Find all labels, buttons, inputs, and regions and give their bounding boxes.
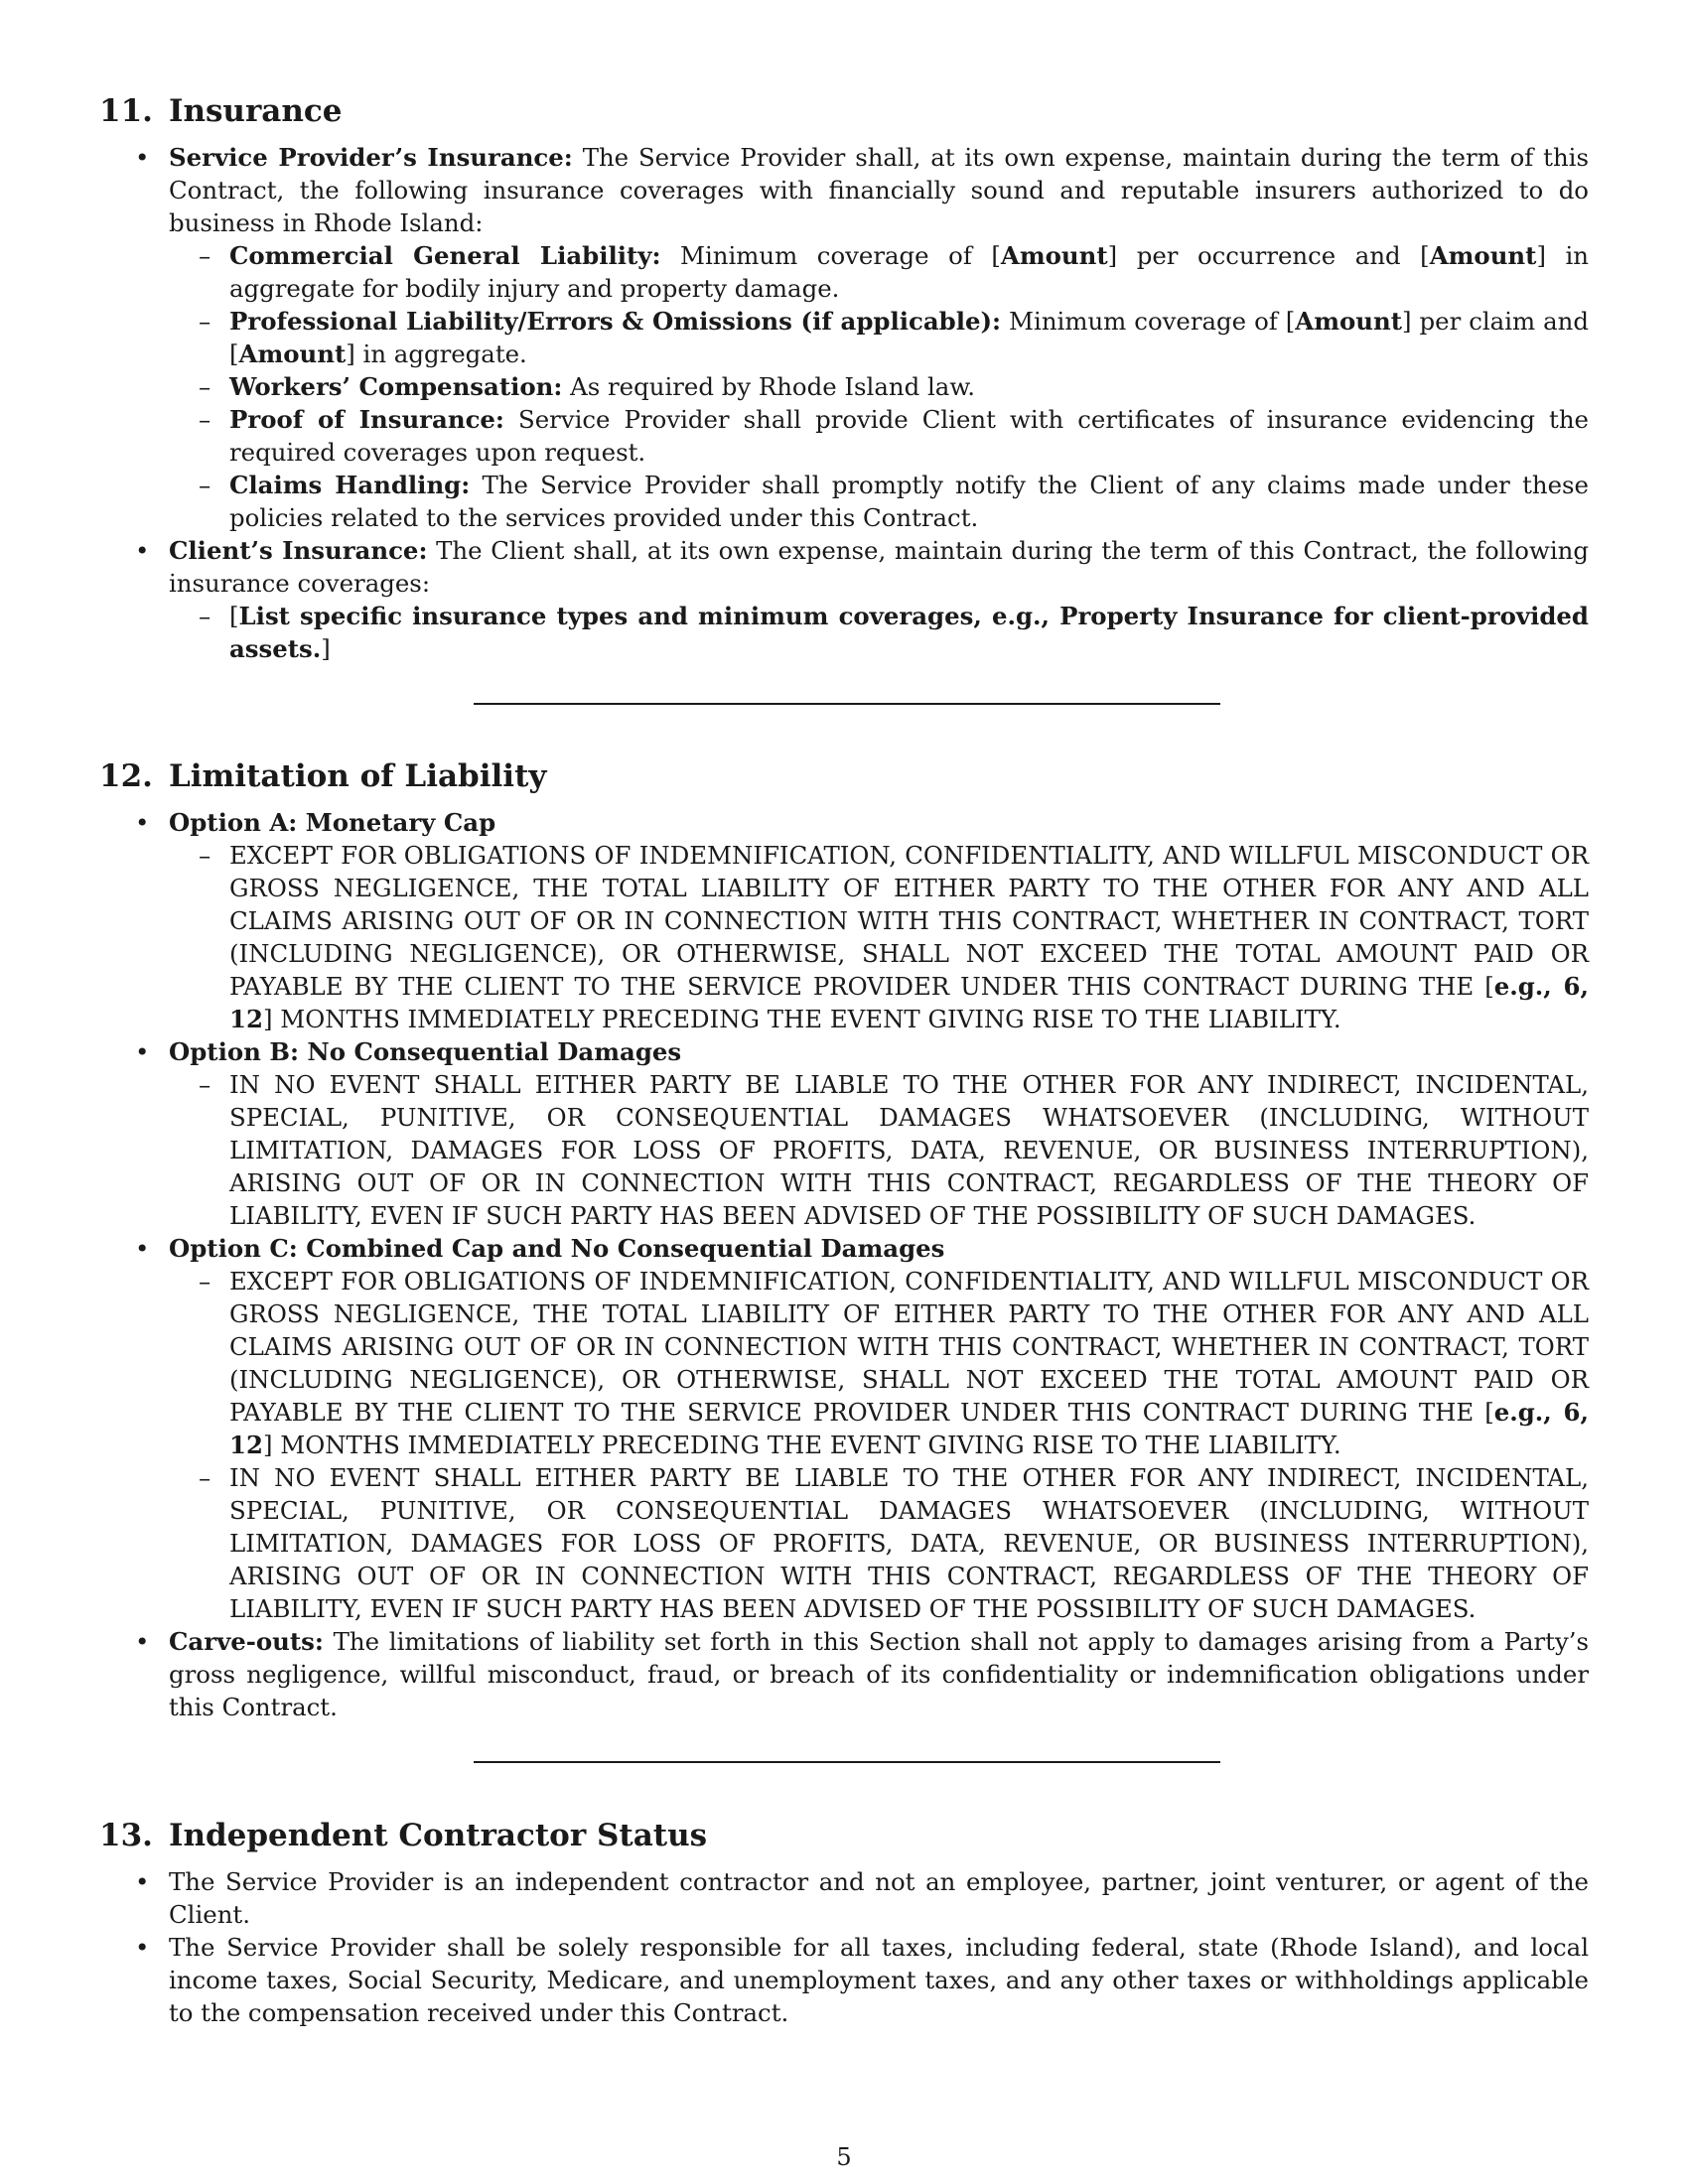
dash-icon: – xyxy=(199,841,211,870)
dash-icon: – xyxy=(199,372,211,401)
dash-icon: – xyxy=(199,1070,211,1099)
sub-list xyxy=(169,839,1589,1035)
item-text: EXCEPT FOR OBLIGATIONS OF INDEMNIFICATION, CONFIDENTIALITY, AND WILLFUL MISCONDUCT OR GROSS NEGLIGENCE, THE TOTAL LIABILITY OF EITHER PARTY TO THE OTHER FOR ANY AND ALL CLAIMS ARISING OUT OF OR IN CONNECTION WITH THIS CONTRACT, WHETHER IN CONTRACT, TORT (INCLUDING NEGLIGENCE), OR OTHERWISE, SHALL NOT EXCEED THE TOTAL AMOUNT PAID OR PAYABLE BY THE CLIENT TO THE SERVICE PROVIDER UNDER THIS CONTRACT DURING THE [ xyxy=(229,841,1589,1001)
liability-list xyxy=(99,806,1589,1723)
sub-item xyxy=(169,239,1589,305)
item-text: The Service Provider is an independent contractor and not an employee, partner, joint venturer, or agent of the Client. xyxy=(169,1867,1589,1929)
sub-item xyxy=(169,1265,1589,1461)
sub-item xyxy=(169,839,1589,1035)
item-text: Minimum coverage of [ xyxy=(1009,307,1296,336)
item-text: Service Provider shall provide Client with certificates of insurance evidencing the required coverages upon request. xyxy=(229,405,1589,467)
section-heading xyxy=(99,1816,1589,1855)
client-insurance-placeholder: List specific insurance types and minimum coverages, e.g., Property Insurance for client-provided assets. xyxy=(229,602,1589,663)
item-label: Commercial General Liability: xyxy=(229,241,661,270)
item-text: ] in aggregate for bodily injury and property damage. xyxy=(229,241,1590,303)
contractor-list xyxy=(99,1865,1589,2029)
section-heading xyxy=(99,91,1589,131)
document-page xyxy=(99,91,1589,2029)
list-item xyxy=(99,1931,1589,2029)
dash-icon: – xyxy=(199,307,211,336)
sub-item xyxy=(169,1461,1589,1625)
bracket: [ xyxy=(229,602,239,630)
item-label: Option A: Monetary Cap xyxy=(169,808,496,837)
list-item xyxy=(99,141,1589,534)
item-text: As required by Rhode Island law. xyxy=(570,372,976,401)
list-item xyxy=(99,534,1589,665)
dash-icon: – xyxy=(199,602,211,630)
item-text: The Service Provider shall be solely responsible for all taxes, including federal, state (Rhode Island), and local income taxes, Social Security, Medicare, and unemployment taxes, and any other taxes or withholdings applicable to the compensation received under this Contract. xyxy=(169,1933,1589,2027)
list-item xyxy=(99,806,1589,1035)
item-text: ] MONTHS IMMEDIATELY PRECEDING THE EVENT GIVING RISE TO THE LIABILITY. xyxy=(262,1431,1341,1459)
amount-placeholder: Amount xyxy=(1295,307,1403,336)
amount-placeholder: Amount xyxy=(238,340,347,368)
list-item xyxy=(99,1625,1589,1723)
dash-icon: – xyxy=(199,1463,211,1492)
dash-icon: – xyxy=(199,471,211,499)
section-insurance xyxy=(99,91,1589,665)
item-text: ] MONTHS IMMEDIATELY PRECEDING THE EVENT GIVING RISE TO THE LIABILITY. xyxy=(262,1005,1341,1033)
bullet-icon: • xyxy=(135,808,150,837)
item-text: ] per claim and [ xyxy=(229,307,1590,368)
list-item xyxy=(99,1865,1589,1931)
item-label: Proof of Insurance: xyxy=(229,405,504,434)
item-label: Claims Handling: xyxy=(229,471,471,499)
sub-list xyxy=(169,600,1589,665)
item-label: Carve-outs: xyxy=(169,1627,324,1656)
bullet-icon: • xyxy=(135,1933,150,1962)
sub-list xyxy=(169,239,1589,534)
sub-item xyxy=(169,403,1589,469)
section-number: 13. xyxy=(99,1818,153,1853)
list-item xyxy=(99,1232,1589,1625)
months-placeholder: e.g., 6, 12 xyxy=(229,972,1589,1033)
item-text: ] per occurrence and [ xyxy=(1107,241,1430,270)
sub-list xyxy=(169,1068,1589,1232)
item-label: Professional Liability/Errors & Omissions (if applicable): xyxy=(229,307,1002,336)
item-label: Workers’ Compensation: xyxy=(229,372,563,401)
sub-item xyxy=(169,600,1589,665)
list-item xyxy=(99,1035,1589,1232)
item-text: The limitations of liability set forth in this Section shall not apply to damages arising from a Party’s gross negligence, willful misconduct, fraud, or breach of its confidentiality or indemnification obligations under this Contract. xyxy=(169,1627,1590,1721)
item-text: ] in aggregate. xyxy=(346,340,527,368)
section-divider xyxy=(474,1761,1220,1763)
item-text: The Service Provider shall, at its own expense, maintain during the term of this Contract, the following insurance coverages with financially sound and reputable insurers authorized to do business in Rhode Island: xyxy=(169,143,1590,237)
dash-icon: – xyxy=(199,405,211,434)
bullet-icon: • xyxy=(135,1234,150,1263)
months-placeholder: e.g., 6, 12 xyxy=(229,1398,1589,1459)
bullet-icon: • xyxy=(135,1867,150,1896)
section-independent-contractor xyxy=(99,1816,1589,2029)
item-text: EXCEPT FOR OBLIGATIONS OF INDEMNIFICATION, CONFIDENTIALITY, AND WILLFUL MISCONDUCT OR GROSS NEGLIGENCE, THE TOTAL LIABILITY OF EITHER PARTY TO THE OTHER FOR ANY AND ALL CLAIMS ARISING OUT OF OR IN CONNECTION WITH THIS CONTRACT, WHETHER IN CONTRACT, TORT (INCLUDING NEGLIGENCE), OR OTHERWISE, SHALL NOT EXCEED THE TOTAL AMOUNT PAID OR PAYABLE BY THE CLIENT TO THE SERVICE PROVIDER UNDER THIS CONTRACT DURING THE [ xyxy=(229,1267,1589,1427)
page-number: 5 xyxy=(836,2143,852,2171)
section-number: 11. xyxy=(99,93,153,129)
dash-icon: – xyxy=(199,1267,211,1296)
section-limitation-of-liability xyxy=(99,756,1589,1723)
bullet-icon: • xyxy=(135,1037,150,1066)
item-label: Client’s Insurance: xyxy=(169,536,428,565)
item-label: Option C: Combined Cap and No Consequential Damages xyxy=(169,1234,945,1263)
sub-item xyxy=(169,1068,1589,1232)
section-heading xyxy=(99,756,1589,796)
sub-item xyxy=(169,469,1589,534)
amount-placeholder: Amount xyxy=(1429,241,1537,270)
section-number: 12. xyxy=(99,758,153,794)
item-text: IN NO EVENT SHALL EITHER PARTY BE LIABLE TO THE OTHER FOR ANY INDIRECT, INCIDENTAL, SPECIAL, PUNITIVE, OR CONSEQUENTIAL DAMAGES WHATSOEVER (INCLUDING, WITHOUT LIMITATION, DAMAGES FOR LOSS OF PROFITS, DATA, REVENUE, OR BUSINESS INTERRUPTION), ARISING OUT OF OR IN CONNECTION WITH THIS CONTRACT, REGARDLESS OF THE THEORY OF LIABILITY, EVEN IF SUCH PARTY HAS BEEN ADVISED OF THE POSSIBILITY OF SUCH DAMAGES. xyxy=(229,1463,1589,1623)
section-title: Independent Contractor Status xyxy=(168,1818,708,1853)
bullet-icon: • xyxy=(135,1627,150,1656)
item-text: IN NO EVENT SHALL EITHER PARTY BE LIABLE TO THE OTHER FOR ANY INDIRECT, INCIDENTAL, SPECIAL, PUNITIVE, OR CONSEQUENTIAL DAMAGES WHATSOEVER (INCLUDING, WITHOUT LIMITATION, DAMAGES FOR LOSS OF PROFITS, DATA, REVENUE, OR BUSINESS INTERRUPTION), ARISING OUT OF OR IN CONNECTION WITH THIS CONTRACT, REGARDLESS OF THE THEORY OF LIABILITY, EVEN IF SUCH PARTY HAS BEEN ADVISED OF THE POSSIBILITY OF SUCH DAMAGES. xyxy=(229,1070,1589,1230)
item-label: Option B: No Consequential Damages xyxy=(169,1037,682,1066)
bullet-icon: • xyxy=(135,536,150,565)
item-text: The Client shall, at its own expense, maintain during the term of this Contract, the following insurance coverages: xyxy=(169,536,1589,598)
amount-placeholder: Amount xyxy=(1000,241,1108,270)
bullet-icon: • xyxy=(135,143,150,172)
item-text: Minimum coverage of [ xyxy=(680,241,1001,270)
item-text: The Service Provider shall promptly notify the Client of any claims made under these policies related to the services provided under this Contract. xyxy=(229,471,1589,532)
insurance-list xyxy=(99,141,1589,665)
sub-item xyxy=(169,305,1589,370)
item-label: Service Provider’s Insurance: xyxy=(169,143,573,172)
sub-item xyxy=(169,370,1589,403)
bracket: ] xyxy=(321,634,331,663)
sub-list xyxy=(169,1265,1589,1625)
section-title: Insurance xyxy=(168,93,343,129)
section-title: Limitation of Liability xyxy=(168,758,547,794)
dash-icon: – xyxy=(199,241,211,270)
section-divider xyxy=(474,703,1220,705)
